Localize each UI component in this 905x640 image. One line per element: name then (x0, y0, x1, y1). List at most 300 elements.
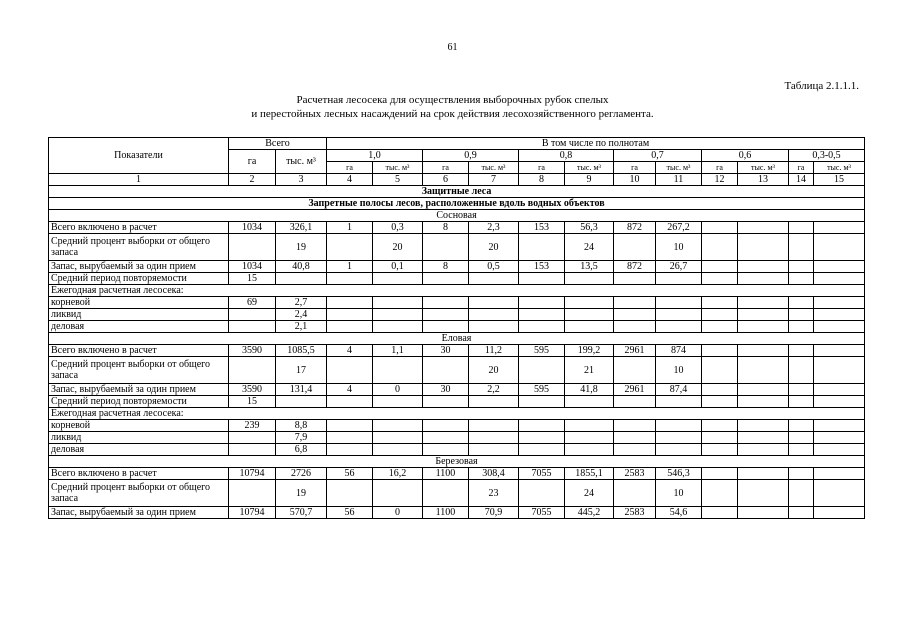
table-cell (702, 261, 738, 273)
title-line-2: и перестойных лесных насаждений на срок действия лесохозяйственного регламента. (251, 108, 654, 120)
table-cell: 30 (423, 345, 469, 357)
table-cell (469, 396, 519, 408)
table-row (49, 408, 865, 420)
header-density: 0,9 (423, 150, 519, 162)
column-number: 9 (565, 174, 614, 186)
table-cell (789, 297, 814, 309)
table-cell: 1034 (229, 261, 276, 273)
column-number: 3 (276, 174, 327, 186)
table-cell (373, 273, 423, 285)
table-cell (327, 321, 373, 333)
table-cell (519, 357, 565, 384)
table-cell: 15 (229, 273, 276, 285)
table-cell (565, 432, 614, 444)
table-cell (656, 321, 702, 333)
table-cell (423, 396, 469, 408)
table-cell: 7,9 (276, 432, 327, 444)
table-cell: 54,6 (656, 507, 702, 519)
table-cell: 10794 (229, 468, 276, 480)
table-cell (614, 357, 656, 384)
table-cell (814, 384, 865, 396)
table-cell: 56,3 (565, 222, 614, 234)
table-cell (519, 309, 565, 321)
table-row (49, 357, 865, 384)
table-cell (656, 444, 702, 456)
table-cell (614, 321, 656, 333)
row-label: Запас, вырубаемый за один прием (49, 507, 229, 519)
table-cell: 0 (373, 384, 423, 396)
table-cell: 1034 (229, 222, 276, 234)
table-cell (519, 444, 565, 456)
table-cell (789, 480, 814, 507)
table-cell (229, 321, 276, 333)
table-cell (327, 297, 373, 309)
table-cell: 874 (656, 345, 702, 357)
table-cell: 1100 (423, 507, 469, 519)
column-number: 10 (614, 174, 656, 186)
table-cell (229, 432, 276, 444)
table-cell: 13,5 (565, 261, 614, 273)
table-cell (656, 309, 702, 321)
table-cell (702, 273, 738, 285)
table-cell (738, 357, 789, 384)
table-cell (738, 261, 789, 273)
table-cell (423, 321, 469, 333)
table-cell (327, 273, 373, 285)
unit-volume: тыс. м³ (814, 162, 865, 174)
row-label: корневой (49, 420, 229, 432)
table-row (49, 285, 865, 297)
table-cell: 19 (276, 234, 327, 261)
table-cell (519, 432, 565, 444)
table-cell: 23 (469, 480, 519, 507)
table-cell (738, 222, 789, 234)
table-cell (565, 321, 614, 333)
table-cell: 267,2 (656, 222, 702, 234)
table-cell (789, 234, 814, 261)
table-cell (656, 420, 702, 432)
table-cell (373, 297, 423, 309)
species-title: Сосновая (49, 210, 865, 222)
table-cell (614, 444, 656, 456)
table-cell: 30 (423, 384, 469, 396)
table-cell (814, 309, 865, 321)
table-cell (423, 444, 469, 456)
unit-volume: тыс. м³ (373, 162, 423, 174)
table-cell: 10794 (229, 507, 276, 519)
row-label: ликвид (49, 309, 229, 321)
table-cell (702, 297, 738, 309)
table-cell (614, 297, 656, 309)
table-cell: 199,2 (565, 345, 614, 357)
table-cell: 2,2 (469, 384, 519, 396)
table-cell (327, 432, 373, 444)
table-cell (229, 309, 276, 321)
table-row (49, 480, 865, 507)
table-cell: 21 (565, 357, 614, 384)
table-cell: 2726 (276, 468, 327, 480)
section-title: Защитные леса (49, 186, 865, 198)
table-cell: 153 (519, 222, 565, 234)
table-cell: 0,3 (373, 222, 423, 234)
title-line-1: Расчетная лесосека для осуществления выборочных рубок спелых (296, 94, 609, 106)
table-cell (276, 273, 327, 285)
table-cell: 131,4 (276, 384, 327, 396)
table-cell (738, 345, 789, 357)
section-title-row (49, 186, 865, 198)
table-cell (702, 357, 738, 384)
table-cell: 3590 (229, 384, 276, 396)
table-cell (327, 480, 373, 507)
table-cell (519, 273, 565, 285)
column-number: 8 (519, 174, 565, 186)
table-cell (789, 321, 814, 333)
table-cell (373, 444, 423, 456)
column-number: 4 (327, 174, 373, 186)
table-cell: 2,4 (276, 309, 327, 321)
table-cell: 70,9 (469, 507, 519, 519)
table-row (49, 432, 865, 444)
table-cell (373, 396, 423, 408)
table-cell: 20 (469, 357, 519, 384)
table-cell: 10 (656, 480, 702, 507)
unit-ha: га (423, 162, 469, 174)
table-cell (229, 234, 276, 261)
table-cell: 2,1 (276, 321, 327, 333)
table-row (49, 297, 865, 309)
unit-volume: тыс. м³ (738, 162, 789, 174)
table-cell (702, 480, 738, 507)
table-cell (373, 321, 423, 333)
column-number: 15 (814, 174, 865, 186)
table-cell (519, 480, 565, 507)
table-cell (519, 321, 565, 333)
table-cell: 0,5 (469, 261, 519, 273)
table-cell: 1 (327, 222, 373, 234)
table-row (49, 468, 865, 480)
table-cell (738, 321, 789, 333)
table-cell (702, 507, 738, 519)
table-row (49, 507, 865, 519)
row-label: корневой (49, 297, 229, 309)
table-cell (614, 420, 656, 432)
header-indicators: Показатели (49, 138, 229, 174)
table-cell (614, 309, 656, 321)
header-total-volume: тыс. м³ (276, 150, 327, 174)
table-cell (702, 222, 738, 234)
table-cell (738, 309, 789, 321)
table-cell: 2583 (614, 468, 656, 480)
table-cell (789, 273, 814, 285)
table-cell (229, 480, 276, 507)
table-cell: 19 (276, 480, 327, 507)
table-cell (229, 444, 276, 456)
table-cell: 16,2 (373, 468, 423, 480)
table-cell: 4 (327, 345, 373, 357)
column-number: 14 (789, 174, 814, 186)
table-cell: 2961 (614, 345, 656, 357)
table-cell (614, 234, 656, 261)
table-cell (373, 420, 423, 432)
table-cell: 40,8 (276, 261, 327, 273)
table-cell (656, 297, 702, 309)
table-cell (814, 444, 865, 456)
header-by-density: В том числе по полнотам (327, 138, 865, 150)
unit-ha: га (614, 162, 656, 174)
table-row (49, 261, 865, 273)
table-cell: 308,4 (469, 468, 519, 480)
table-cell: 8 (423, 261, 469, 273)
table-cell: 10 (656, 357, 702, 384)
column-number: 1 (49, 174, 229, 186)
table-cell (519, 297, 565, 309)
table-cell: 24 (565, 234, 614, 261)
table-cell: 4 (327, 384, 373, 396)
table-cell (738, 432, 789, 444)
table-row (49, 234, 865, 261)
species-title-row (49, 333, 865, 345)
table-header (49, 138, 865, 186)
table-cell: 7055 (519, 468, 565, 480)
table-cell: 326,1 (276, 222, 327, 234)
row-label: Средний период повторяемости (49, 273, 229, 285)
table-cell (423, 480, 469, 507)
table-cell: 2961 (614, 384, 656, 396)
table-cell: 2583 (614, 507, 656, 519)
table-cell (519, 234, 565, 261)
table-cell: 20 (373, 234, 423, 261)
subsection-title: Запретные полосы лесов, расположенные вдоль водных объектов (49, 198, 865, 210)
table-cell: 1,1 (373, 345, 423, 357)
table-cell (789, 420, 814, 432)
table-cell (469, 432, 519, 444)
table-cell (229, 357, 276, 384)
table-cell (738, 444, 789, 456)
table-cell (814, 273, 865, 285)
table-cell (614, 273, 656, 285)
unit-ha: га (789, 162, 814, 174)
table-cell (738, 468, 789, 480)
table-cell (789, 309, 814, 321)
table-cell: 24 (565, 480, 614, 507)
table-cell: 445,2 (565, 507, 614, 519)
row-label: Средний процент выборки от общего запаса (49, 234, 229, 261)
table-cell: 20 (469, 234, 519, 261)
table-title (0, 93, 905, 121)
table-cell (738, 396, 789, 408)
table-cell: 26,7 (656, 261, 702, 273)
table-cell (789, 357, 814, 384)
table-cell (789, 384, 814, 396)
table-row (49, 396, 865, 408)
table-cell (738, 480, 789, 507)
table-cell (327, 444, 373, 456)
table-cell: 41,8 (565, 384, 614, 396)
table-cell: 595 (519, 384, 565, 396)
table-cell (814, 222, 865, 234)
header-total-ha: га (229, 150, 276, 174)
table-cell (702, 234, 738, 261)
table-cell: 872 (614, 261, 656, 273)
table-cell: 17 (276, 357, 327, 384)
column-number: 11 (656, 174, 702, 186)
table-cell (738, 384, 789, 396)
species-title-row (49, 456, 865, 468)
table-cell (327, 309, 373, 321)
table-cell (702, 321, 738, 333)
row-label: ликвид (49, 432, 229, 444)
table-cell (423, 234, 469, 261)
row-label: Ежегодная расчетная лесосека: (49, 285, 865, 297)
table-cell (276, 396, 327, 408)
table-cell (373, 480, 423, 507)
table-cell (656, 396, 702, 408)
unit-volume: тыс. м³ (469, 162, 519, 174)
table-cell (469, 444, 519, 456)
table-cell (702, 432, 738, 444)
header-density: 1,0 (327, 150, 423, 162)
table-cell (814, 357, 865, 384)
column-number: 13 (738, 174, 789, 186)
table-cell: 69 (229, 297, 276, 309)
row-label: Средний процент выборки от общего запаса (49, 357, 229, 384)
table-cell: 1 (327, 261, 373, 273)
table-cell (789, 507, 814, 519)
table-cell (789, 345, 814, 357)
table-cell (814, 480, 865, 507)
table-cell: 1855,1 (565, 468, 614, 480)
column-numbers-row (49, 174, 865, 186)
table-cell (814, 321, 865, 333)
page-number: 61 (447, 42, 458, 53)
table-cell: 239 (229, 420, 276, 432)
table-row (49, 321, 865, 333)
table-cell (565, 273, 614, 285)
table-cell: 595 (519, 345, 565, 357)
row-label: Средний процент выборки от общего запаса (49, 480, 229, 507)
table-row (49, 222, 865, 234)
header-density: 0,3-0,5 (789, 150, 865, 162)
table-cell: 11,2 (469, 345, 519, 357)
table-cell (565, 297, 614, 309)
table-cell: 1085,5 (276, 345, 327, 357)
table-row (49, 384, 865, 396)
table-cell (789, 261, 814, 273)
table-cell (814, 432, 865, 444)
table-row (49, 273, 865, 285)
table-cell (814, 234, 865, 261)
species-title: Еловая (49, 333, 865, 345)
table-cell: 8,8 (276, 420, 327, 432)
felling-table (48, 137, 865, 519)
table-cell: 15 (229, 396, 276, 408)
column-number: 7 (469, 174, 519, 186)
subsection-title-row (49, 198, 865, 210)
table-cell: 10 (656, 234, 702, 261)
table-cell (656, 273, 702, 285)
table-cell (373, 357, 423, 384)
table-body (49, 186, 865, 519)
table-cell (565, 420, 614, 432)
table-cell (469, 321, 519, 333)
table-cell (614, 480, 656, 507)
table-cell: 0,1 (373, 261, 423, 273)
unit-ha: га (702, 162, 738, 174)
table-cell (565, 396, 614, 408)
table-cell (814, 468, 865, 480)
table-cell (814, 507, 865, 519)
table-cell (469, 420, 519, 432)
table-cell (814, 345, 865, 357)
unit-volume: тыс. м³ (656, 162, 702, 174)
column-number: 12 (702, 174, 738, 186)
table-cell (565, 444, 614, 456)
row-label: Всего включено в расчет (49, 468, 229, 480)
table-cell (789, 396, 814, 408)
table-cell: 56 (327, 507, 373, 519)
table-cell: 0 (373, 507, 423, 519)
table-cell: 1100 (423, 468, 469, 480)
column-number: 5 (373, 174, 423, 186)
table-cell (702, 309, 738, 321)
table-cell (423, 297, 469, 309)
table-cell (814, 297, 865, 309)
table-cell (738, 420, 789, 432)
table-cell (519, 420, 565, 432)
row-label: Средний период повторяемости (49, 396, 229, 408)
column-number: 2 (229, 174, 276, 186)
table-cell (327, 357, 373, 384)
table-cell: 872 (614, 222, 656, 234)
table-cell (702, 345, 738, 357)
table-cell: 570,7 (276, 507, 327, 519)
species-title: Березовая (49, 456, 865, 468)
table-cell (814, 420, 865, 432)
row-label: Запас, вырубаемый за один прием (49, 384, 229, 396)
table-cell (327, 396, 373, 408)
table-cell (789, 444, 814, 456)
table-cell (423, 432, 469, 444)
header-total: Всего (229, 138, 327, 150)
table-cell: 2,3 (469, 222, 519, 234)
unit-volume: тыс. м³ (565, 162, 614, 174)
unit-ha: га (519, 162, 565, 174)
table-cell (423, 309, 469, 321)
table-cell (327, 234, 373, 261)
table-cell (702, 384, 738, 396)
table-row (49, 345, 865, 357)
table-cell: 7055 (519, 507, 565, 519)
table-cell (373, 432, 423, 444)
table-cell (519, 396, 565, 408)
header-density: 0,7 (614, 150, 702, 162)
table-row (49, 309, 865, 321)
table-cell (327, 420, 373, 432)
table-cell (789, 468, 814, 480)
table-cell: 6,8 (276, 444, 327, 456)
row-label: Всего включено в расчет (49, 222, 229, 234)
table-cell (738, 273, 789, 285)
table-cell (423, 357, 469, 384)
column-number: 6 (423, 174, 469, 186)
table-cell (702, 468, 738, 480)
table-cell: 2,7 (276, 297, 327, 309)
row-label: деловая (49, 321, 229, 333)
table-cell (656, 432, 702, 444)
table-cell: 153 (519, 261, 565, 273)
table-row (49, 444, 865, 456)
header-density: 0,6 (702, 150, 789, 162)
